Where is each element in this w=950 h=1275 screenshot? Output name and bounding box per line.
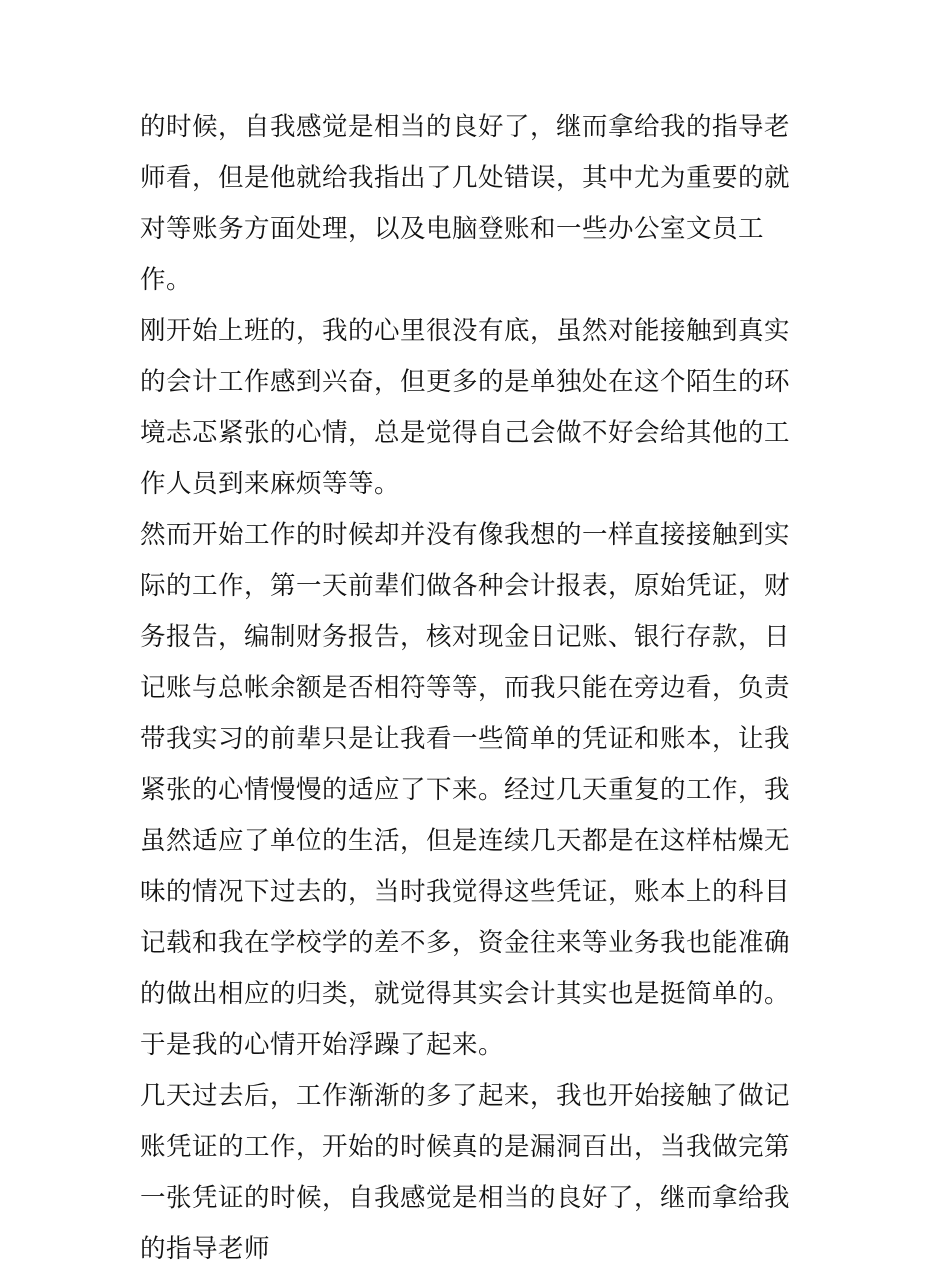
- document-body: [140, 102, 815, 1275]
- paragraph-4: 几天过去后，工作渐渐的多了起来，我也开始接触了做记账凭证的工作，开始的时候真的是漏洞百出，当我做完第一张凭证的时候，自我感觉是相当的良好了，继而拿给我的指导老师: [140, 1081, 791, 1264]
- paragraph-3: 然而开始工作的时候却并没有像我想的一样直接接触到实际的工作，第一天前辈们做各种会计报表，原始凭证，财务报告，编制财务报告，核对现金日记账、银行存款，日记账与总帐余额是否相符等等，而我只能在旁边看，负责带我实习的前辈只是让我看一些简单的凭证和账本，让我紧张的心情慢慢的适应了下来。经过几天重复的工作，我虽然适应了单位的生活，但是连续几天都是在这样枯燥无味的情况下过去的，当时我觉得这些凭证，账本上的科目记载和我在学校学的差不多，资金往来等业务我也能准确的做出相应的归类，就觉得其实会计其实也是挺简单的。于是我的心情开始浮躁了起来。: [140, 520, 791, 1060]
- paragraph-1: 的时候，自我感觉是相当的良好了，继而拿给我的指导老师看，但是他就给我指出了几处错误，其中尤为重要的就对等账务方面处理，以及电脑登账和一些办公室文员工作。: [140, 112, 791, 295]
- paragraph-2: 刚开始上班的，我的心里很没有底，虽然对能接触到真实的会计工作感到兴奋，但更多的是单独处在这个陌生的环境忐忑紧张的心情，总是觉得自己会做不好会给其他的工作人员到来麻烦等等。: [140, 316, 791, 499]
